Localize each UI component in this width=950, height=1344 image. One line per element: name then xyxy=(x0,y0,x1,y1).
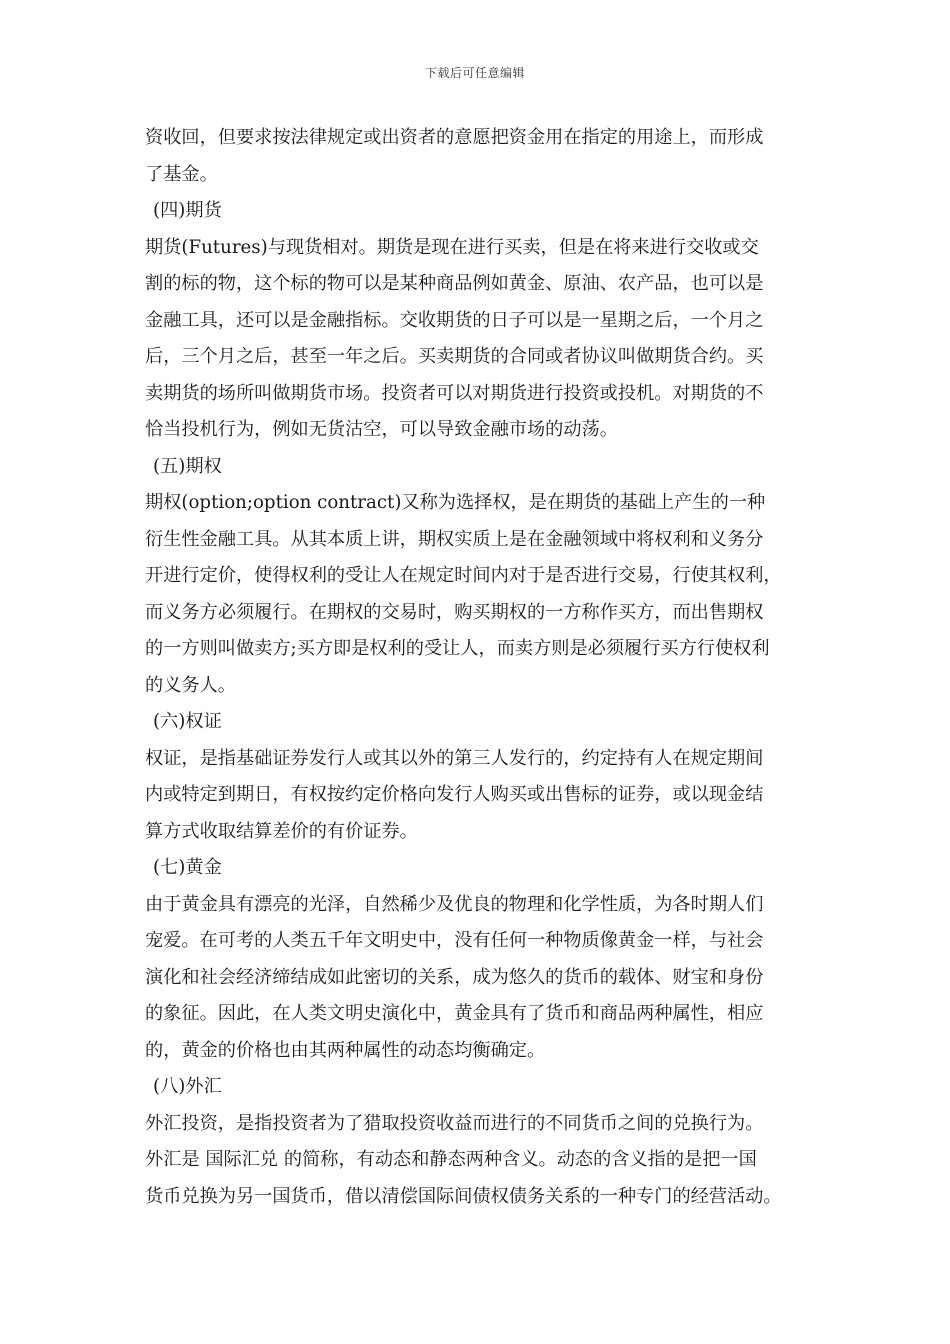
paragraph-line: 而义务方必须履行。在期权的交易时，购买期权的一方称作买方，而出售期权 xyxy=(145,601,764,623)
paragraph-line: 演化和社会经济缔结成如此密切的关系，成为悠久的货币的载体、财宝和身份 xyxy=(145,966,764,988)
paragraph-line: 衍生性金融工具。从其本质上讲，期权实质上是在金融领域中将权利和义务分 xyxy=(145,528,764,550)
section-heading: (六)权证 xyxy=(153,711,222,732)
paragraph-line: 卖期货的场所叫做期货市场。投资者可以对期货进行投资或投机。对期货的不 xyxy=(145,382,764,404)
paragraph-line: 期权(option;option contract)又称为选择权，是在期货的基础上产生的一种 xyxy=(145,492,766,513)
paragraph-line: 的一方则叫做卖方;买方即是权利的受让人，而卖方则是必须履行买方行使权利 xyxy=(145,638,770,659)
page-header: 下载后可任意编辑 xyxy=(424,66,525,80)
paragraph-line: 了基金。 xyxy=(145,163,218,185)
section-heading: (八)外汇 xyxy=(153,1076,222,1097)
section-heading: (四)期货 xyxy=(153,200,222,221)
document-body xyxy=(145,120,825,1215)
paragraph-line: 的，黄金的价格也由其两种属性的动态均衡确定。 xyxy=(145,1039,546,1061)
paragraph-line: 货币兑换为另一国货币，借以清偿国际间债权债务关系的一种专门的经营活动。 xyxy=(145,1185,782,1207)
paragraph-line: 内或特定到期日，有权按约定价格向发行人购买或出售标的证券，或以现金结 xyxy=(145,784,764,805)
paragraph-line: 由于黄金具有漂亮的光泽，自然稀少及优良的物理和化学性质，为各时期人们 xyxy=(145,893,764,915)
paragraph-line: 金融工具，还可以是金融指标。交收期货的日子可以是一星期之后，一个月之 xyxy=(145,309,764,331)
paragraph-line: 期货(Futures)与现货相对。期货是现在进行买卖，但是在将来进行交收或交 xyxy=(145,236,759,258)
section-heading: (五)期权 xyxy=(153,455,222,477)
paragraph-line: 宠爱。在可考的人类五千年文明史中，没有任何一种物质像黄金一样，与社会 xyxy=(145,930,764,951)
paragraph-line: 外汇投资，是指投资者为了猎取投资收益而进行的不同货币之间的兑换行为。 xyxy=(145,1112,764,1134)
paragraph-line: 资收回，但要求按法律规定或出资者的意愿把资金用在指定的用途上，而形成 xyxy=(145,127,764,148)
paragraph-line: 割的标的物，这个标的物可以是某种商品例如黄金、原油、农产品，也可以是 xyxy=(145,273,764,294)
paragraph-line: 外汇是 国际汇兑 的简称，有动态和静态两种含义。动态的含义指的是把一国 xyxy=(145,1149,757,1170)
paragraph-line: 后，三个月之后，甚至一年之后。买卖期货的合同或者协议叫做期货合约。买 xyxy=(145,346,764,367)
paragraph-line: 开进行定价，使得权利的受让人在规定时间内对于是否进行交易，行使其权利， xyxy=(145,565,782,586)
paragraph-line: 的象征。因此，在人类文明史演化中，黄金具有了货币和商品两种属性，相应 xyxy=(145,1003,764,1024)
paragraph-line: 权证，是指基础证券发行人或其以外的第三人发行的，约定持有人在规定期间 xyxy=(145,747,764,769)
paragraph-line: 算方式收取结算差价的有价证券。 xyxy=(145,820,418,842)
section-heading: (七)黄金 xyxy=(153,857,222,878)
paragraph-line: 的义务人。 xyxy=(145,674,236,696)
paragraph-line: 恰当投机行为，例如无货沽空，可以导致金融市场的动荡。 xyxy=(145,419,618,440)
